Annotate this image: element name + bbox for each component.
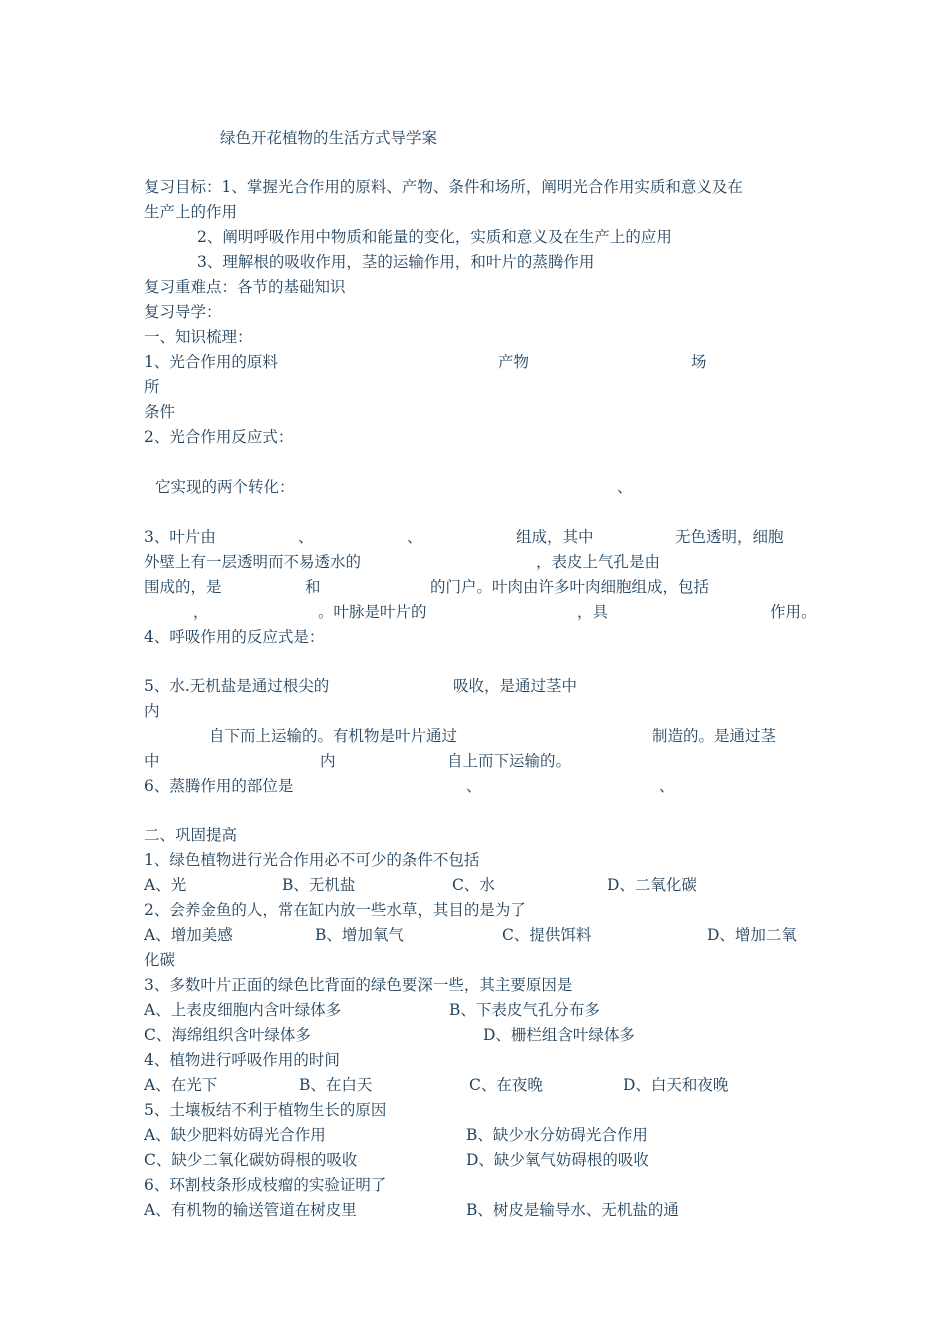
s1q2b-a: 它实现的两个转化： (155, 478, 295, 496)
s1q3-i: 和 (305, 578, 321, 596)
s1q5-h: 自上而下运输的。 (447, 752, 572, 770)
objective-line-1b: 生产上的作用 (144, 203, 238, 221)
s2q2-stem: 2、会养金鱼的人，常在缸内放一些水草，其目的是为了 (144, 901, 526, 919)
s1q3-j: 的门户。叶肉由许多叶肉细胞组成，包括 (430, 578, 710, 596)
s1q3-h: 围成的，是 (144, 578, 222, 596)
objective-line-2: 2、阐明呼吸作用中物质和能量的变化，实质和意义及在生产上的应用 (197, 228, 672, 246)
s2q1-option-c: C、水 (452, 876, 495, 894)
s1q3-d: 组成，其中 (516, 528, 594, 546)
s1q3-a: 3、叶片由 (144, 528, 216, 546)
s1q1-c: 场 (691, 353, 707, 371)
section1-heading: 一、知识梳理： (144, 328, 253, 346)
s1q5-c: 内 (144, 702, 160, 720)
doc-title: 绿色开花植物的生活方式导学案 (220, 129, 438, 147)
s2q1-option-a: A、光 (144, 876, 187, 894)
s2q5-option-a: A、缺少肥料妨碍光合作用 (144, 1126, 326, 1144)
s2q4-option-d: D、白天和夜晚 (623, 1076, 729, 1094)
s1q3-c: 、 (407, 528, 423, 546)
s2q3-option-a: A、上表皮细胞内含叶绿体多 (144, 1001, 342, 1019)
s2q2-option-d-cont: 化碳 (144, 951, 176, 969)
s1q3-e: 无色透明，细胞 (675, 528, 784, 546)
s2q6-stem: 6、环割枝条形成枝瘤的实验证明了 (144, 1176, 387, 1194)
s1q2b-b: 、 (617, 478, 633, 496)
s1q3-m: ，具 (577, 603, 609, 621)
s2q3-option-c: C、海绵组织含叶绿体多 (144, 1026, 311, 1044)
s1q6-b: 、 (466, 777, 482, 795)
s2q5-stem: 5、土壤板结不利于植物生长的原因 (144, 1101, 387, 1119)
s2q4-option-b: B、在白天 (299, 1076, 373, 1094)
guide-heading: 复习导学： (144, 303, 222, 321)
key-points: 复习重难点：各节的基础知识 (144, 278, 346, 296)
s1q3-k: ， (193, 603, 209, 621)
s1q2: 2、光合作用反应式： (144, 428, 294, 446)
s1q6-a: 6、蒸腾作用的部位是 (144, 777, 294, 795)
s2q4-option-a: A、在光下 (144, 1076, 218, 1094)
s1q5-d: 自下而上运输的。有机物是叶片通过 (209, 727, 458, 745)
s1q6-c: 、 (659, 777, 675, 795)
s2q6-option-b: B、树皮是输导水、无机盐的通 (466, 1201, 679, 1219)
s2q1-stem: 1、绿色植物进行光合作用必不可少的条件不包括 (144, 851, 480, 869)
s1q4: 4、呼吸作用的反应式是： (144, 628, 325, 646)
s2q5-option-c: C、缺少二氧化碳妨碍根的吸收 (144, 1151, 358, 1169)
s1q3-l: 。叶脉是叶片的 (318, 603, 427, 621)
s2q2-option-d: D、增加二氧 (707, 926, 797, 944)
s1q1-b: 产物 (498, 353, 530, 371)
s2q5-option-d: D、缺少氧气妨碍根的吸收 (466, 1151, 649, 1169)
s1q1-a: 1、光合作用的原料 (144, 353, 278, 371)
s2q3-stem: 3、多数叶片正面的绿色比背面的绿色要深一些，其主要原因是 (144, 976, 573, 994)
s1q5-e: 制造的。是通过茎 (652, 727, 777, 745)
s2q1-option-d: D、二氧化碳 (607, 876, 697, 894)
s1q1-e: 条件 (144, 403, 176, 421)
s1q3-g: ，表皮上气孔是由 (536, 553, 661, 571)
s1q1-d: 所 (144, 378, 160, 396)
section2-heading: 二、巩固提高 (144, 826, 238, 844)
s2q1-option-b: B、无机盐 (282, 876, 356, 894)
s2q5-option-b: B、缺少水分妨碍光合作用 (466, 1126, 648, 1144)
s2q2-option-a: A、增加美感 (144, 926, 233, 944)
s1q5-f: 中 (144, 752, 160, 770)
s2q2-option-c: C、提供饵料 (502, 926, 592, 944)
s1q5-a: 5、水.无机盐是通过根尖的 (144, 677, 330, 695)
s2q3-option-d: D、栅栏组含叶绿体多 (483, 1026, 635, 1044)
objective-line-1: 复习目标：1、掌握光合作用的原料、产物、条件和场所，阐明光合作用实质和意义及在 (144, 178, 743, 196)
s2q2-option-b: B、增加氧气 (315, 926, 404, 944)
objective-line-3: 3、理解根的吸收作用，茎的运输作用，和叶片的蒸腾作用 (197, 253, 595, 271)
s2q4-option-c: C、在夜晚 (469, 1076, 543, 1094)
s1q5-g: 内 (320, 752, 336, 770)
s1q3-n: 作用。 (770, 603, 817, 621)
s2q6-option-a: A、有机物的输送管道在树皮里 (144, 1201, 357, 1219)
s1q5-b: 吸收，是通过茎中 (453, 677, 578, 695)
s1q3-b: 、 (298, 528, 314, 546)
s2q4-stem: 4、植物进行呼吸作用的时间 (144, 1051, 340, 1069)
s1q3-f: 外壁上有一层透明而不易透水的 (144, 553, 362, 571)
s2q3-option-b: B、下表皮气孔分布多 (449, 1001, 600, 1019)
